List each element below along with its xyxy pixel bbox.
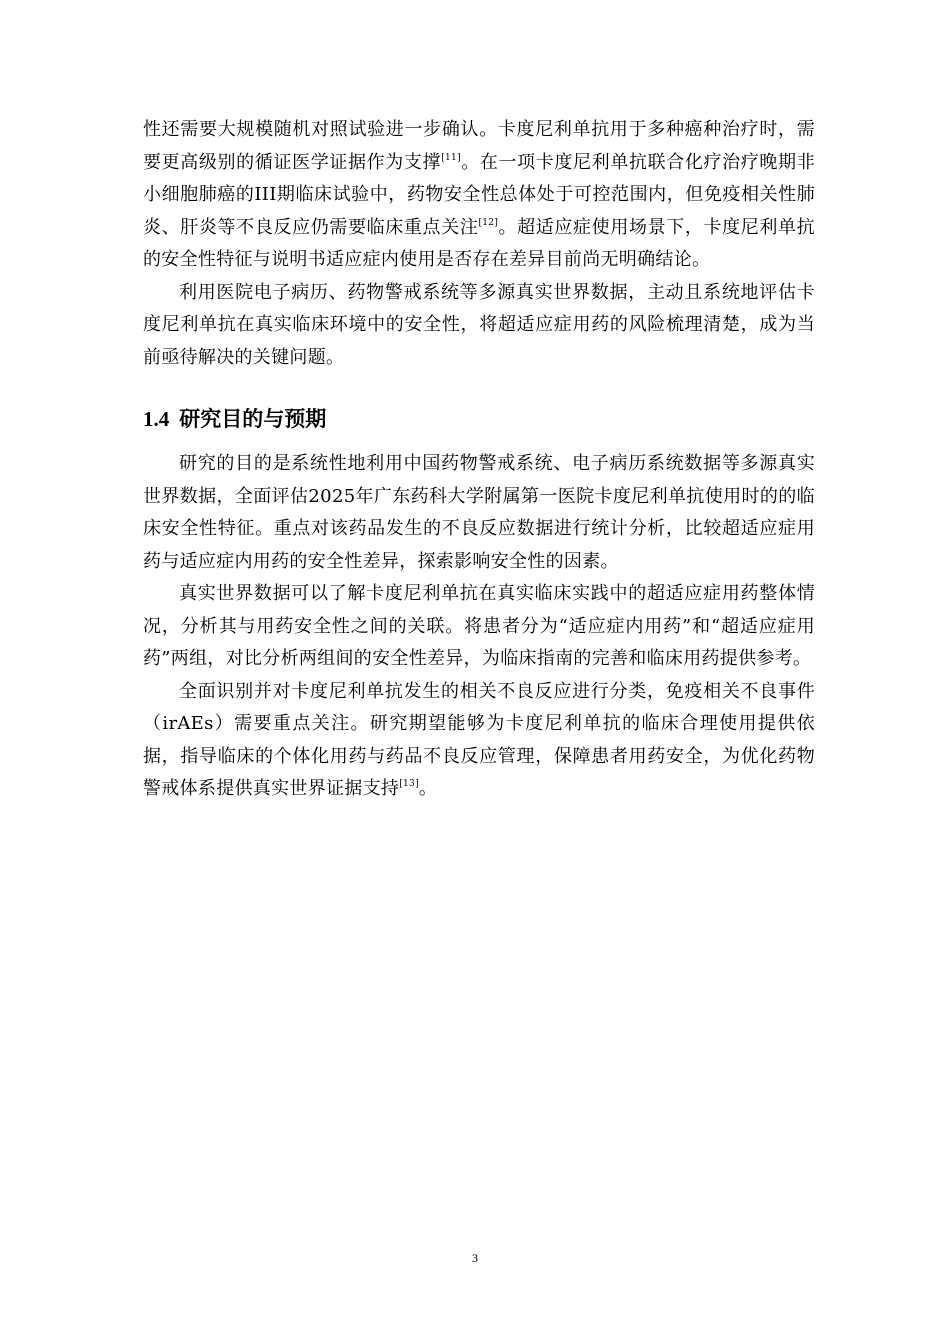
section-title: 研究目的与预期 [179,407,327,431]
section-number: 1.4 [143,407,170,431]
paragraph [143,448,815,578]
page-content [143,114,815,806]
paragraph-text: 。 [418,778,438,799]
paragraph [143,676,815,806]
paragraph-continued [143,114,815,277]
paragraph [143,578,815,676]
paragraph-text: 真实世界数据可以了解卡度尼利单抗在真实临床实践中的超适应症用药整体情况，分析其与用药安全性之间的关联。将患者分为“适应症内用药”和“超适应症用药”两组，对比分析两组间的安全性差异，为临床指南的完善和临床用药提供参考。 [143,583,815,669]
paragraph-text: 利用医院电子病历、药物警戒系统等多源真实世界数据，主动且系统地评估卡度尼利单抗在真实临床环境中的安全性，将超适应症用药的风险梳理清楚，成为当前亟待解决的关键问题。 [143,281,815,368]
paragraph-text: 。超适应症使用场景下，卡度尼利单抗的安全性特征与说明书适应症内使用是否存在差异目前尚无明确结论。 [143,216,815,270]
paragraph-text: 全面识别并对卡度尼利单抗发生的相关不良反应进行分类，免疫相关不良事件（irAEs）需要重点关注。研究期望能够为卡度尼利单抗的临床合理使用提供依据，指导临床的个体化用药与药品不良反应管理，保障患者用药安全，为优化药物警戒体系提供真实世界证据支持 [143,680,815,799]
paragraph-text: 性还需要大规模随机对照试验进一步确认。卡度尼利单抗用于多种癌种治疗时，需要更高级别的循证医学证据作为支撑 [143,119,815,173]
page-number: 3 [472,1251,478,1265]
paragraph-text: 研究的目的是系统性地利用中国药物警戒系统、电子病历系统数据等多源真实世界数据，全面评估2025年广东药科大学附属第一医院卡度尼利单抗使用时的的临床安全性特征。重点对该药品发生的不良反应数据进行统计分析，比较超适应症用药与适应症内用药的安全性差异，探索影响安全性的因素。 [143,453,815,572]
citation-ref-13: [13] [399,779,419,789]
section-heading [143,404,815,434]
paragraph-text: 。在一项卡度尼利单抗联合化疗治疗晚期非小细胞肺癌的III期临床试验中，药物安全性总体处于可控范围内，但免疫相关性肺炎、肝炎等不良反应仍需要临床重点关注 [143,151,815,238]
paragraph [143,277,815,375]
citation-ref-11: [11] [441,152,461,163]
citation-ref-12: [12] [478,217,499,228]
